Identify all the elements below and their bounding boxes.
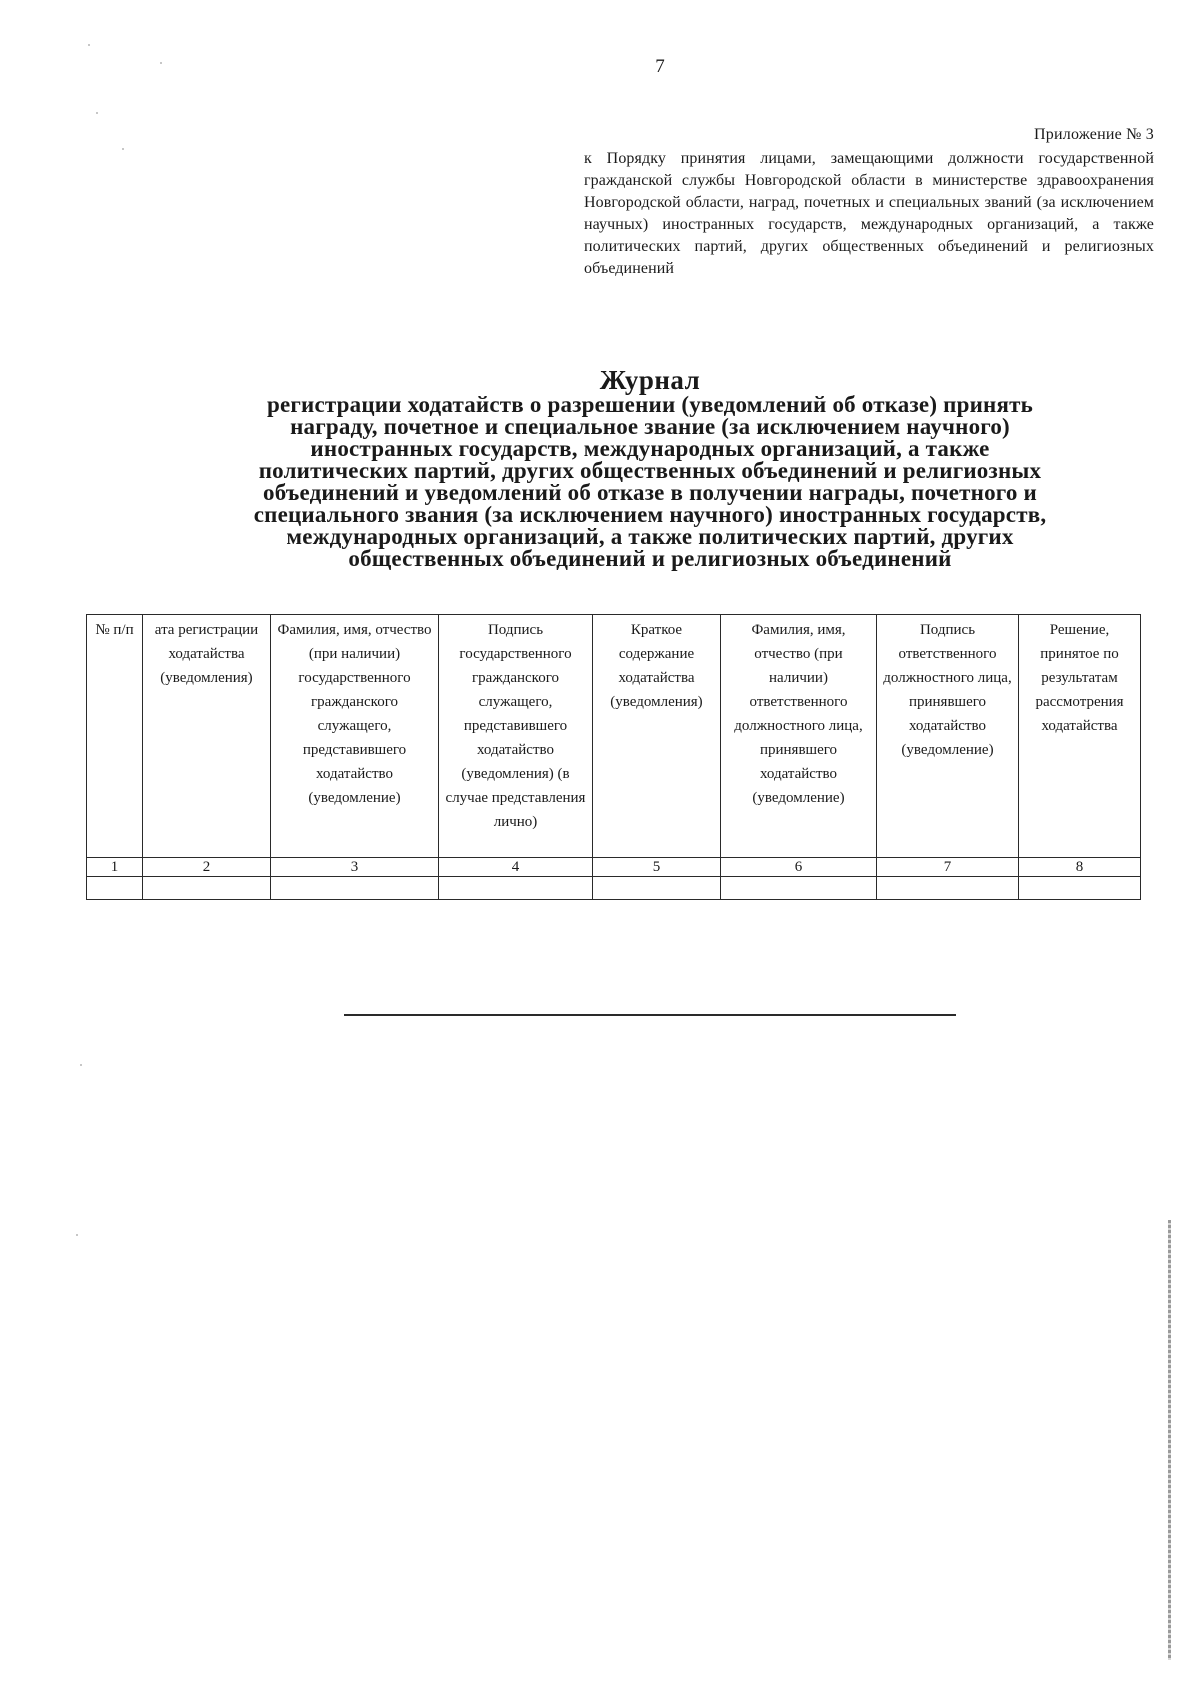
- empty-cell: [877, 877, 1019, 900]
- header-cell-official-signature: Подпись ответственного должностного лица, принявшего ходатайство (уведомление): [877, 615, 1019, 858]
- header-cell-decision: Решение, принятое по результатам рассмотрения ходатайства: [1019, 615, 1141, 858]
- column-number-cell: 8: [1019, 858, 1141, 877]
- scan-speck: [80, 1064, 82, 1066]
- scan-speck: [88, 44, 90, 46]
- appendix-title: Приложение № 3: [1034, 126, 1154, 143]
- appendix-text: к Порядку принятия лицами, замещающими должности государственной гражданской службы Новгородской области в министерстве здравоохранения Новгородской области, наград, почетных и специальных званий (за исключением научных) иностранных государств, международных организаций, а также политических партий, других общественных объединений и религиозных объединений: [584, 150, 1154, 277]
- scan-speck: [160, 62, 162, 64]
- empty-cell: [721, 877, 877, 900]
- column-number-cell: 6: [721, 858, 877, 877]
- journal-title: Журнал: [599, 365, 701, 395]
- scan-edge-artifact: [1168, 1220, 1171, 1660]
- journal-subtitle-line: специального звания (за исключением научного) иностранных государств,: [253, 502, 1047, 527]
- page-number: 7: [655, 56, 665, 77]
- column-number-cell: 3: [271, 858, 439, 877]
- empty-cell: [439, 877, 593, 900]
- empty-cell: [271, 877, 439, 900]
- column-number-cell: 1: [87, 858, 143, 877]
- empty-cell: [87, 877, 143, 900]
- empty-cell: [143, 877, 271, 900]
- scan-speck: [76, 1234, 78, 1236]
- header-cell-summary: Краткое содержание ходатайства (уведомления): [593, 615, 721, 858]
- table-row: [87, 877, 1141, 900]
- table-header-row: [87, 615, 1141, 858]
- empty-cell: [593, 877, 721, 900]
- empty-cell: [1019, 877, 1141, 900]
- journal-subtitle-line: награду, почетное и специальное звание (за исключением научного): [290, 414, 1010, 439]
- column-number-cell: 4: [439, 858, 593, 877]
- header-cell-number: № п/п: [87, 615, 143, 858]
- scan-speck: [96, 112, 98, 114]
- column-number-cell: 7: [877, 858, 1019, 877]
- journal-heading: [170, 366, 1130, 570]
- column-number-cell: 2: [143, 858, 271, 877]
- header-cell-registration-date: ата регистрации ходатайства (уведомления): [143, 615, 271, 858]
- header-cell-official-name: Фамилия, имя, отчество (при наличии) ответственного должностного лица, принявшего ходатайство (уведомление): [721, 615, 877, 858]
- journal-subtitle-line: иностранных государств, международных организаций, а также: [310, 436, 990, 461]
- column-number-row: [87, 858, 1141, 877]
- journal-subtitle-line: политических партий, других общественных объединений и религиозных: [258, 458, 1042, 483]
- header-cell-employee-name: Фамилия, имя, отчество (при наличии) государственного гражданского служащего, представившего ходатайство (уведомление): [271, 615, 439, 858]
- column-number-cell: 5: [593, 858, 721, 877]
- journal-subtitle-line: объединений и уведомлений об отказе в получении награды, почетного и: [263, 480, 1037, 505]
- scan-speck: [122, 148, 124, 150]
- closing-rule-line: [344, 1014, 956, 1016]
- journal-subtitle-line: международных организаций, а также политических партий, других: [286, 524, 1014, 549]
- header-cell-employee-signature: Подпись государственного гражданского служащего, представившего ходатайство (уведомления) (в случае представления лично): [439, 615, 593, 858]
- registry-table: [86, 614, 1141, 900]
- journal-subtitle-line: регистрации ходатайств о разрешении (уведомлений об отказе) принять: [266, 392, 1034, 417]
- journal-subtitle-line: общественных объединений и религиозных объединений: [348, 546, 952, 571]
